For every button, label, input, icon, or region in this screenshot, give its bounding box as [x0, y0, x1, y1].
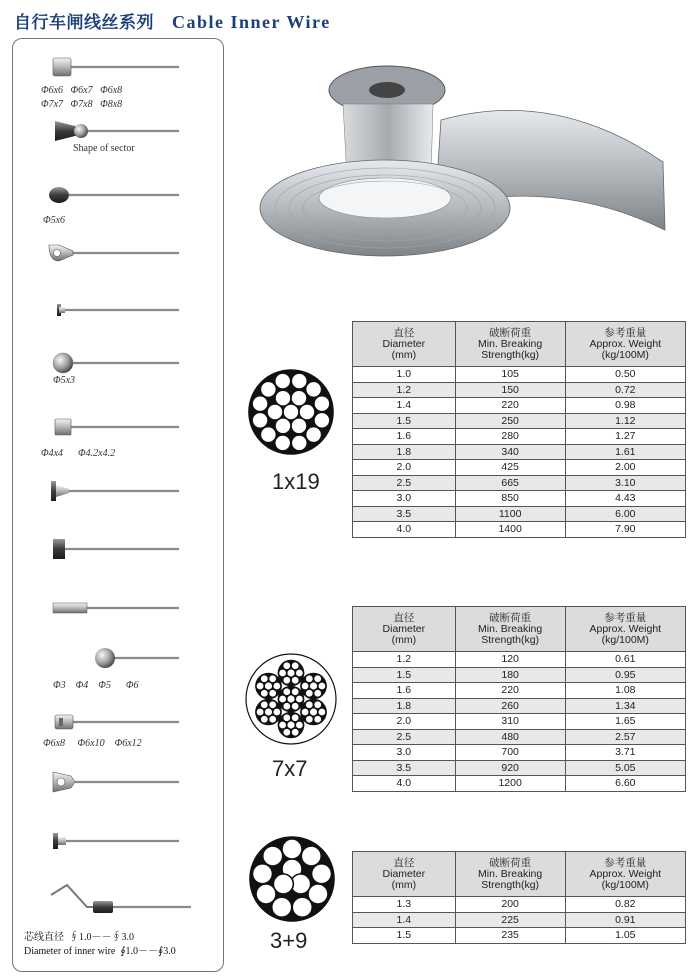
- terminal-eye: [49, 245, 73, 261]
- construction-label-3plus9: 3+9: [270, 928, 308, 953]
- caption-size-row-2: Φ7x7 Φ7x8 Φ8x8: [41, 99, 123, 110]
- table-row: 3.0 850 4.43: [353, 491, 686, 507]
- caption-sector: Shape of sector: [73, 143, 135, 154]
- cross-section-1x19-icon: [246, 367, 336, 457]
- header-breaking-strength: 破断荷重 Min. Breaking Strength(kg): [455, 322, 565, 367]
- table-row: 2.5 480 2.57: [353, 729, 686, 745]
- terminal-ball: [95, 648, 115, 668]
- title-chinese: 自行车闸线丝系列: [14, 13, 154, 33]
- header-weight: 参考重量 Approx. Weight (kg/100M): [565, 852, 685, 897]
- wire-coils-photo: [255, 58, 685, 258]
- caption-5x3: Φ5x3: [53, 375, 76, 386]
- table-row: 1.6 220 1.08: [353, 683, 686, 699]
- cross-section-3plus9-icon: [248, 835, 336, 923]
- header-weight: 参考重量 Approx. Weight (kg/100M): [565, 322, 685, 367]
- cross-section-7x7-icon: [244, 652, 338, 746]
- terminal-long-barrel: [53, 603, 87, 613]
- table-row: 1.5 250 1.12: [353, 413, 686, 429]
- table-row: 2.0 425 2.00: [353, 460, 686, 476]
- terminal-cone-head: [51, 481, 56, 501]
- table-row: 1.2 120 0.61: [353, 652, 686, 668]
- table-row: 2.0 310 1.65: [353, 714, 686, 730]
- terminal-stepped-barrel: [55, 715, 73, 729]
- footer-diameter-cn: 芯线直径 ∮1.0－－∮3.0: [24, 932, 134, 943]
- header-weight: 参考重量 Approx. Weight (kg/100M): [565, 607, 685, 652]
- caption-size-row-1: Φ6x6 Φ6x7 Φ6x8: [41, 85, 123, 96]
- header-breaking-strength: 破断荷重 Min. Breaking Strength(kg): [455, 852, 565, 897]
- page-header: [14, 8, 331, 33]
- table-row: 1.4 220 0.98: [353, 398, 686, 414]
- terminal-bent-wire: [51, 885, 95, 907]
- spec-table-1x19: [352, 321, 686, 538]
- table-row: 1.0 105 0.50: [353, 367, 686, 383]
- table-row: 1.3 200 0.82: [353, 897, 686, 913]
- construction-label-1x19: 1x19: [272, 469, 320, 494]
- table-row: 1.6 280 1.27: [353, 429, 686, 445]
- terminal-disc: [53, 353, 73, 373]
- terminal-types-panel: [12, 38, 224, 972]
- terminal-barrel-1: [53, 58, 71, 76]
- table-row: 1.5 235 1.05: [353, 928, 686, 944]
- caption-5x6: Φ5x6: [43, 215, 66, 226]
- caption-ball-sizes: Φ3 Φ4 Φ5 Φ6: [53, 680, 139, 691]
- table-row: 1.2 150 0.72: [353, 382, 686, 398]
- table-row: 1.4 225 0.91: [353, 912, 686, 928]
- table-row: 1.8 340 1.61: [353, 444, 686, 460]
- caption-6x8: Φ6x8 Φ6x10 Φ6x12: [43, 738, 142, 749]
- caption-4x4: Φ4x4 Φ4.2x4.2: [41, 448, 116, 459]
- construction-label-7x7: 7x7: [272, 756, 308, 781]
- table-row: 3.5 920 5.05: [353, 760, 686, 776]
- table-row: 3.0 700 3.71: [353, 745, 686, 761]
- cable-terminal-drawings: [13, 39, 223, 971]
- table-row: 3.5 1100 6.00: [353, 506, 686, 522]
- table-row: 1.5 180 0.95: [353, 667, 686, 683]
- title-english: Cable Inner Wire: [172, 12, 331, 32]
- terminal-barrel-2: [55, 419, 71, 435]
- header-diameter: 直径 Diameter (mm): [353, 852, 456, 897]
- spec-table-3plus9: [352, 851, 686, 944]
- table-row: 4.0 1200 6.60: [353, 776, 686, 792]
- spec-table-7x7: [352, 606, 686, 792]
- footer-diameter-en: Diameter of inner wire ∮1.0－－∮3.0: [24, 946, 176, 957]
- header-diameter: 直径 Diameter (mm): [353, 607, 456, 652]
- terminal-pear: [49, 187, 69, 203]
- terminal-t-head: [53, 833, 58, 849]
- header-diameter: 直径 Diameter (mm): [353, 322, 456, 367]
- table-row: 4.0 1400 7.90: [353, 522, 686, 538]
- table-row: 2.5 665 3.10: [353, 475, 686, 491]
- terminal-dark-barrel: [53, 539, 65, 559]
- table-row: 1.8 260 1.34: [353, 698, 686, 714]
- header-breaking-strength: 破断荷重 Min. Breaking Strength(kg): [455, 607, 565, 652]
